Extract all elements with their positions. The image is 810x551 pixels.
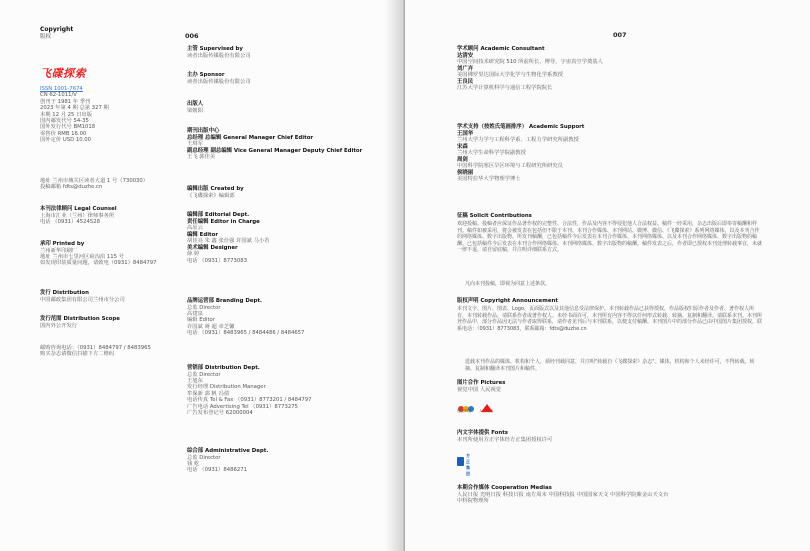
branding-director-label: 总监 Director [187, 304, 221, 311]
retail-price: 零售价 RMB 16.00 [40, 130, 87, 137]
designer-label: 美术编辑 Designer [187, 244, 238, 251]
editor-in-charge-value: 高原云 [187, 225, 203, 232]
administrative-phone: 电话 （0931）8486271 [187, 467, 247, 474]
supervised-heading: 主管 Supervised by [187, 46, 243, 52]
advertising-reg: 广告发布登记号 62000004 [187, 410, 253, 417]
printer-address: 地址 兰州市七里河区硷沟沿 115 号 [40, 254, 125, 260]
administrative-heading: 综合部 Administrative Dept. [187, 448, 269, 454]
distribution-heading: 发行 Distribution [40, 290, 89, 296]
issue: 2023 年第 4 期 总第 327 期 [40, 105, 109, 112]
support-title-3: 中国科学院寒区旱区环境与工程研究所研究员 [457, 163, 563, 170]
founder-logo-icon [457, 457, 465, 467]
page-number-right: 007 [613, 31, 627, 39]
image-partner-value: 视觉中国 人民视觉 [457, 386, 502, 393]
solicit-heading-block [457, 213, 532, 220]
editorial-dept [187, 212, 270, 264]
media-heading: 本期合作媒体 Cooperation Medias [457, 485, 552, 491]
cn-number: CN 62-1011/V [40, 92, 77, 99]
right-page [405, 0, 810, 551]
publishing-center-heading: 期刊出版中心 [187, 128, 220, 134]
magazine-info [40, 86, 109, 144]
mail-order-phone: 邮购咨询电话：（0931）8484797 / 8483965 [40, 345, 151, 351]
publisher-value: 梁朝阳 [187, 107, 203, 114]
branding-director-value: 高建泉 [187, 311, 203, 317]
supervised-by [187, 46, 251, 59]
distribution [40, 290, 125, 303]
academic-support [457, 124, 584, 183]
publisher-heading: 出版人 [187, 101, 204, 107]
foreign-code: 国外发行代号 BM1018 [40, 124, 96, 131]
address: 地址 兰州市城关区读者大道 1 号（730030） [40, 178, 149, 184]
distribution-value: 中国邮政集团有限公司兰州市分公司 [40, 296, 125, 303]
issn: ISSN 1001-7674 [40, 86, 83, 92]
administrative-director-value: 钱 屹 [187, 461, 200, 467]
sponsor-heading: 主办 Sponsor [187, 72, 225, 78]
magazine-logo: 飞碟探索 [40, 67, 86, 80]
editor-label: 编辑 Editor [187, 231, 218, 238]
people-visual-logo [479, 398, 495, 417]
distribution-director-label: 总监 Director [187, 371, 221, 378]
legal-phone: 电话 （0931）4524528 [40, 219, 100, 225]
general-manager-value: 王琪军 [187, 141, 203, 148]
consultant-name-2: 刘广卉 [457, 65, 474, 72]
image-partner [457, 380, 505, 393]
sponsor [187, 72, 251, 85]
consultant-name-3: 王良民 [457, 78, 474, 85]
consultant-title-3: 江苏大学计算机科学与通信工程学院院长 [457, 85, 553, 92]
legal-counsel [40, 206, 117, 225]
created-by-value: 《飞碟探索》编辑部 [187, 192, 235, 199]
support-title-1: 兰州大学力学与工程科学系、工程力学研究所副教授 [457, 137, 579, 144]
consultant-title-1: 中国空间技术研究院 510 所前所长、博导，宇宙真空学奠基人 [457, 59, 603, 66]
printer-contact: 如发现印装质量问题，请致电（0931）8484797 [40, 260, 157, 267]
editorial-heading: 编辑部 Editorial Dept. [187, 212, 250, 218]
foreign-price: 国外定价 USD 10.00 [40, 137, 92, 144]
created-by-heading: 编辑出版 Created by [187, 186, 244, 192]
scope-heading: 发行范围 Distribution Scope [40, 316, 120, 322]
editor-in-charge-label: 责任编辑 Editor in Charge [187, 218, 260, 225]
distribution-dept-heading: 营销部 Distribution Dept. [187, 365, 260, 371]
domestic-code: 国内邮发代号 54-35 [40, 118, 89, 125]
editor-value: 胡佳亮 朱 鑫 张仕强 许国斌 马小若 [187, 238, 270, 245]
consultant-name-1: 达清安 [457, 52, 474, 59]
copyright-title: Copyright [40, 26, 74, 33]
scope-value: 国内外公开发行 [40, 322, 78, 329]
branding-editor-value: 许国斌 蒋 超 章芝馨 [187, 323, 235, 330]
support-name-2: 宋森 [457, 143, 468, 150]
designer-value: 薛 婷 [187, 251, 200, 258]
mail-order-qr-note: 购买杂志请微信扫描下方二维码 [40, 351, 115, 358]
branding-editor-label: 编辑 Editor [187, 317, 215, 324]
legal-heading: 本刊法律顾问 Legal Counsel [40, 206, 117, 212]
founded: 创刊于 1981 年 季刊 [40, 98, 91, 105]
media-list-2: 中科院物理所 [457, 498, 489, 504]
support-title-2: 兰州大学生命科学学院副教授 [457, 150, 526, 157]
academic-consultant [457, 46, 603, 92]
branding-phone: 电话 （0931）8483965 / 8484486 / 8484657 [187, 330, 305, 337]
copyright-heading-block [457, 298, 558, 305]
printer-heading: 承印 Printed by [40, 241, 85, 247]
copyright-text: 本刊文字、图片、图表、Logo、页面版式以及其他信息受法律保护。本刊转载作品已获得授权，作品版权归原作者及作者、著作权人所有，本刊转载作品，请联系作者或著作权人。未经书面许可，本刊所有内容不得以任何形式转载、转摘、复制和翻译。请联系本刊。本刊所登作品中，部分作品因无法与作者取得联系，请作者见刊后与本刊联系，以便支付稿酬。本刊图片中的部分作品已由中国图片集团授权。联系电话：（0931）8773083，联系邮箱：fdts@duzhe.cn [457, 306, 763, 332]
general-manager-label: 总经理 总编辑 General Manager Chief Editor [187, 134, 314, 141]
vice-manager-label: 副总经理 副总编辑 Vice General Manager Deputy Chief Editor [187, 147, 363, 154]
advertising-tel: 广告电话 Advertising Tel （0931）8773275 [187, 403, 298, 410]
cooperation-medias [457, 485, 668, 504]
consultant-heading: 学术顾问 Academic Consultant [457, 46, 545, 52]
fonts-provider [457, 430, 552, 443]
support-heading: 学术支持（按姓氏笔画排序） Academic Support [457, 124, 585, 130]
founder-logo-label: 方正集团 [466, 453, 470, 476]
created-by [187, 186, 244, 199]
supervised-value: 读者出版传媒股份有限公司 [187, 52, 251, 59]
tel-fax: 电话传真 Tel & Fax （0931）8773201 / 8484797 [187, 397, 312, 404]
support-name-3: 周剑 [457, 156, 468, 163]
distribution-manager-label: 发行经理 Distribution Manager [187, 384, 266, 391]
consultant-title-2: 美国佛罗里达国际大学化学与生物化学系教授 [457, 72, 563, 79]
distribution-dept [187, 365, 311, 416]
solicit-heading: 征稿 Solicit Contributions [457, 213, 532, 219]
page-number: 006 [185, 32, 199, 40]
distribution-manager-value: 牟保新 郭 帆 冯倩 [187, 390, 230, 397]
administrative-dept [187, 448, 268, 474]
address-block [40, 178, 148, 191]
solicit-text: 欢迎投稿。投稿者应保证作品著作权的完整性、合法性，作品及内容不得侵犯他人合法权益。稿件一经采用，杂志出版后即奉寄稿酬和样刊。稿件如被采用，将会被发表在包括但不限于本刊、本刊合作媒体、本刊网站、微博、微信、《飞碟探索》系列网络媒体，以及本刊合作的网络媒体、数字出版物。所发刊稿酬，已包括稿件今后发表在本刊合作媒体、本刊网络媒体、以及本刊合作网络媒体、数字出版物的稿酬。已包括稿件今后发表在本刊合作网络媒体、本刊网络媒体、数字出版物的稿酬。稿件发表之后，作者即已授权本刊处理转载事宜，未就一律不退，请自留底稿，并注明详细联系方式。 [457, 221, 763, 253]
administrative-director-label: 总监 Director [187, 454, 221, 461]
support-name-1: 王国华 [457, 130, 474, 137]
sponsor-value: 读者出版传媒股份有限公司 [187, 78, 251, 85]
distribution-scope [40, 316, 120, 329]
founder-logo [457, 452, 470, 476]
support-name-4: 侯晓丽 [457, 169, 474, 176]
people-visual-label: 人民视觉 [479, 409, 493, 413]
copyright-heading: 版权声明 Copyright Announcement [457, 298, 558, 304]
branding-heading: 品牌运营部 Branding Dept. [187, 298, 262, 304]
editorial-phone: 电话 （0931）8773083 [187, 257, 247, 264]
printer-name: 兰州新华印刷厂 [40, 247, 78, 254]
vice-manager-value: 王飞 郭佳美 [187, 154, 216, 161]
legal-firm: 上海市汇业（兰州）律师事务所 [40, 212, 115, 219]
publisher [187, 101, 203, 114]
submission-email: 投稿邮箱 fdts@duzhe.cn [40, 184, 103, 191]
publishing-center [187, 128, 362, 161]
copyright-tail: 选载本刊作品的媒体、机构和个人，须经刊载同意，并注明"转载自《飞碟探索》杂志"。媒体、机构和个人未经许可，不得转载、转摘、复制和翻译本刊图片和稿件。 [465, 359, 755, 372]
copyright-title-cn: 版权 [40, 34, 52, 40]
fonts-heading: 内文字体提供 Fonts [457, 430, 509, 436]
branding-dept [187, 298, 304, 337]
media-list-1: 人民日报 光明日报 科技日报 南方周末 中国科技报 中国国家天文 中国科学院紫金山天文台 [457, 491, 669, 498]
mail-order [40, 345, 151, 358]
vcg-logo-label: 视觉中国 [457, 409, 471, 413]
printer [40, 241, 157, 267]
vcg-logo [457, 399, 475, 418]
support-title-4: 美国特拉华大学物理学博士 [457, 176, 521, 183]
image-partner-heading: 图片合作 Pictures [457, 380, 506, 386]
fonts-value: 本刊所使用方正字体经方正集团授权许可 [457, 436, 553, 443]
distribution-director-value: 王旭东 [187, 378, 203, 384]
publish-date: 本期 12 月 25 日出版 [40, 111, 92, 118]
solicit-tail: 凡向本刊投稿，即视为同意上述条款。 [465, 281, 551, 287]
